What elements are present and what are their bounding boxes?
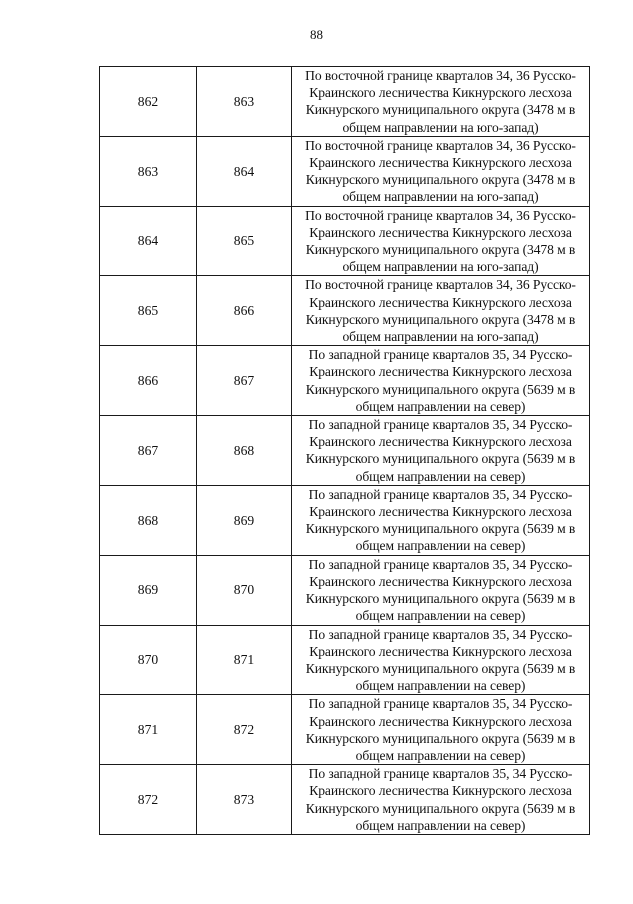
table-row xyxy=(100,276,590,346)
point-to-cell: 864 xyxy=(197,136,292,206)
point-to-cell: 863 xyxy=(197,67,292,137)
point-from-cell: 870 xyxy=(100,625,197,695)
point-to-cell: 868 xyxy=(197,416,292,486)
table-row xyxy=(100,346,590,416)
point-from-cell: 865 xyxy=(100,276,197,346)
boundary-description-cell: По западной границе кварталов 35, 34 Русско-Краинского лесничества Кикнурского лесхоза Кикнурского муниципального округа (5639 м в общем направлении на север) xyxy=(292,346,590,416)
boundary-table xyxy=(99,66,590,835)
point-from-cell: 867 xyxy=(100,416,197,486)
boundary-description-cell: По западной границе кварталов 35, 34 Русско-Краинского лесничества Кикнурского лесхоза Кикнурского муниципального округа (5639 м в общем направлении на север) xyxy=(292,485,590,555)
boundary-description-cell: По восточной границе кварталов 34, 36 Русско-Краинского лесничества Кикнурского лесхоза Кикнурского муниципального округа (3478 м в общем направлении на юго-запад) xyxy=(292,206,590,276)
table-row xyxy=(100,416,590,486)
boundary-description-cell: По восточной границе кварталов 34, 36 Русско-Краинского лесничества Кикнурского лесхоза Кикнурского муниципального округа (3478 м в общем направлении на юго-запад) xyxy=(292,136,590,206)
boundary-description-cell: По западной границе кварталов 35, 34 Русско-Краинского лесничества Кикнурского лесхоза Кикнурского муниципального округа (5639 м в общем направлении на север) xyxy=(292,555,590,625)
point-to-cell: 867 xyxy=(197,346,292,416)
point-from-cell: 862 xyxy=(100,67,197,137)
table-row xyxy=(100,67,590,137)
boundary-description-cell: По западной границе кварталов 35, 34 Русско-Краинского лесничества Кикнурского лесхоза Кикнурского муниципального округа (5639 м в общем направлении на север) xyxy=(292,695,590,765)
boundary-description-cell: По западной границе кварталов 35, 34 Русско-Краинского лесничества Кикнурского лесхоза Кикнурского муниципального округа (5639 м в общем направлении на север) xyxy=(292,416,590,486)
boundary-description-cell: По западной границе кварталов 35, 34 Русско-Краинского лесничества Кикнурского лесхоза Кикнурского муниципального округа (5639 м в общем направлении на север) xyxy=(292,765,590,835)
table-row xyxy=(100,206,590,276)
point-to-cell: 873 xyxy=(197,765,292,835)
table-row xyxy=(100,485,590,555)
table-row xyxy=(100,625,590,695)
point-from-cell: 869 xyxy=(100,555,197,625)
point-from-cell: 868 xyxy=(100,485,197,555)
point-from-cell: 866 xyxy=(100,346,197,416)
boundary-description-cell: По восточной границе кварталов 34, 36 Русско-Краинского лесничества Кикнурского лесхоза Кикнурского муниципального округа (3478 м в общем направлении на юго-запад) xyxy=(292,276,590,346)
point-from-cell: 871 xyxy=(100,695,197,765)
table-row xyxy=(100,695,590,765)
boundary-table-body xyxy=(100,67,590,835)
table-row xyxy=(100,136,590,206)
point-from-cell: 872 xyxy=(100,765,197,835)
table-row xyxy=(100,555,590,625)
boundary-description-cell: По западной границе кварталов 35, 34 Русско-Краинского лесничества Кикнурского лесхоза Кикнурского муниципального округа (5639 м в общем направлении на север) xyxy=(292,625,590,695)
point-from-cell: 864 xyxy=(100,206,197,276)
point-to-cell: 872 xyxy=(197,695,292,765)
point-to-cell: 865 xyxy=(197,206,292,276)
page-number: 88 xyxy=(310,27,323,42)
point-to-cell: 871 xyxy=(197,625,292,695)
boundary-description-cell: По восточной границе кварталов 34, 36 Русско-Краинского лесничества Кикнурского лесхоза Кикнурского муниципального округа (3478 м в общем направлении на юго-запад) xyxy=(292,67,590,137)
point-to-cell: 870 xyxy=(197,555,292,625)
table-row xyxy=(100,765,590,835)
point-to-cell: 866 xyxy=(197,276,292,346)
point-to-cell: 869 xyxy=(197,485,292,555)
point-from-cell: 863 xyxy=(100,136,197,206)
